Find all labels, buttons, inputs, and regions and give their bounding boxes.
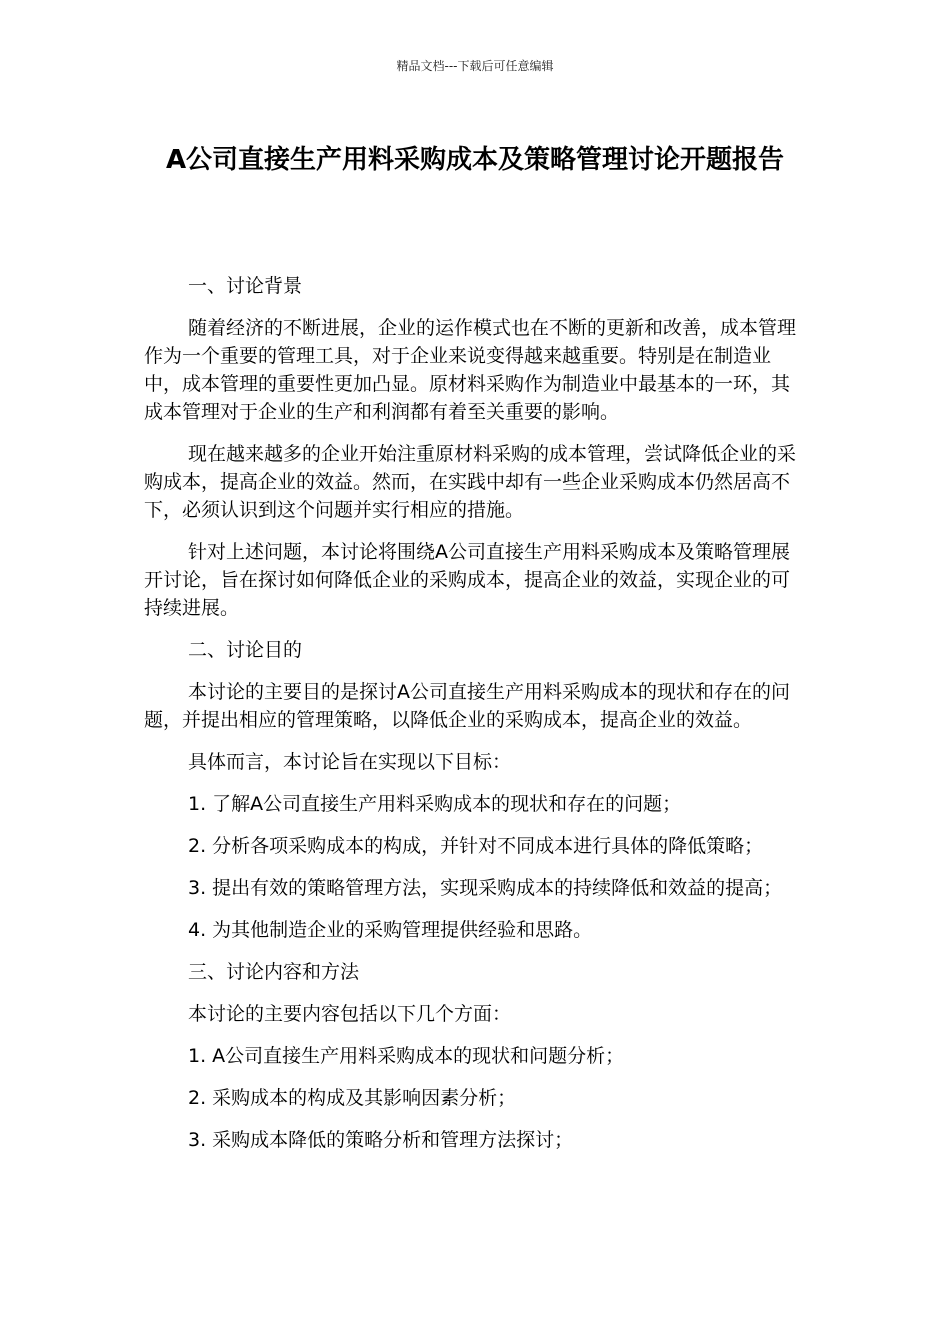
list-item: 2. 采购成本的构成及其影响因素分析； bbox=[188, 1087, 517, 1109]
document-title: A公司直接生产用料采购成本及策略管理讨论开题报告 bbox=[165, 145, 785, 175]
page-header: 精品文档---下载后可任意编辑 bbox=[396, 59, 554, 73]
list-item: 3. 提出有效的策略管理方法，实现采购成本的持续降低和效益的提高； bbox=[188, 877, 783, 899]
paragraph: 本讨论的主要目的是探讨A公司直接生产用料采购成本的现状和存在的问题，并提出相应的管理策略，以降低企业的采购成本，提高企业的效益。 bbox=[144, 681, 790, 731]
section-heading-background: 一、讨论背景 bbox=[188, 275, 303, 297]
paragraph: 具体而言，本讨论旨在实现以下目标： bbox=[188, 751, 512, 773]
section-heading-content-methods: 三、讨论内容和方法 bbox=[188, 961, 360, 983]
paragraph: 本讨论的主要内容包括以下几个方面： bbox=[188, 1003, 512, 1025]
paragraph: 针对上述问题，本讨论将围绕A公司直接生产用料采购成本及策略管理展开讨论，旨在探讨如何降低企业的采购成本，提高企业的效益，实现企业的可持续进展。 bbox=[144, 541, 791, 619]
paragraph: 随着经济的不断进展，企业的运作模式也在不断的更新和改善，成本管理作为一个重要的管理工具，对于企业来说变得越来越重要。特别是在制造业中，成本管理的重要性更加凸显。原材料采购作为制造业中最基本的一环，其成本管理对于企业的生产和利润都有着至关重要的影响。 bbox=[144, 317, 797, 423]
list-item: 2. 分析各项采购成本的构成，并针对不同成本进行具体的降低策略； bbox=[188, 835, 764, 857]
list-item: 3. 采购成本降低的策略分析和管理方法探讨； bbox=[188, 1129, 574, 1151]
paragraph: 现在越来越多的企业开始注重原材料采购的成本管理，尝试降低企业的采购成本，提高企业的效益。然而，在实践中却有一些企业采购成本仍然居高不下，必须认识到这个问题并实行相应的措施。 bbox=[144, 443, 797, 521]
section-heading-purpose: 二、讨论目的 bbox=[188, 639, 303, 661]
list-item: 1. A公司直接生产用料采购成本的现状和问题分析； bbox=[188, 1045, 625, 1067]
document-body bbox=[144, 272, 808, 1168]
list-item: 4. 为其他制造企业的采购管理提供经验和思路。 bbox=[188, 919, 593, 941]
list-item: 1. 了解A公司直接生产用料采购成本的现状和存在的问题； bbox=[188, 793, 682, 815]
